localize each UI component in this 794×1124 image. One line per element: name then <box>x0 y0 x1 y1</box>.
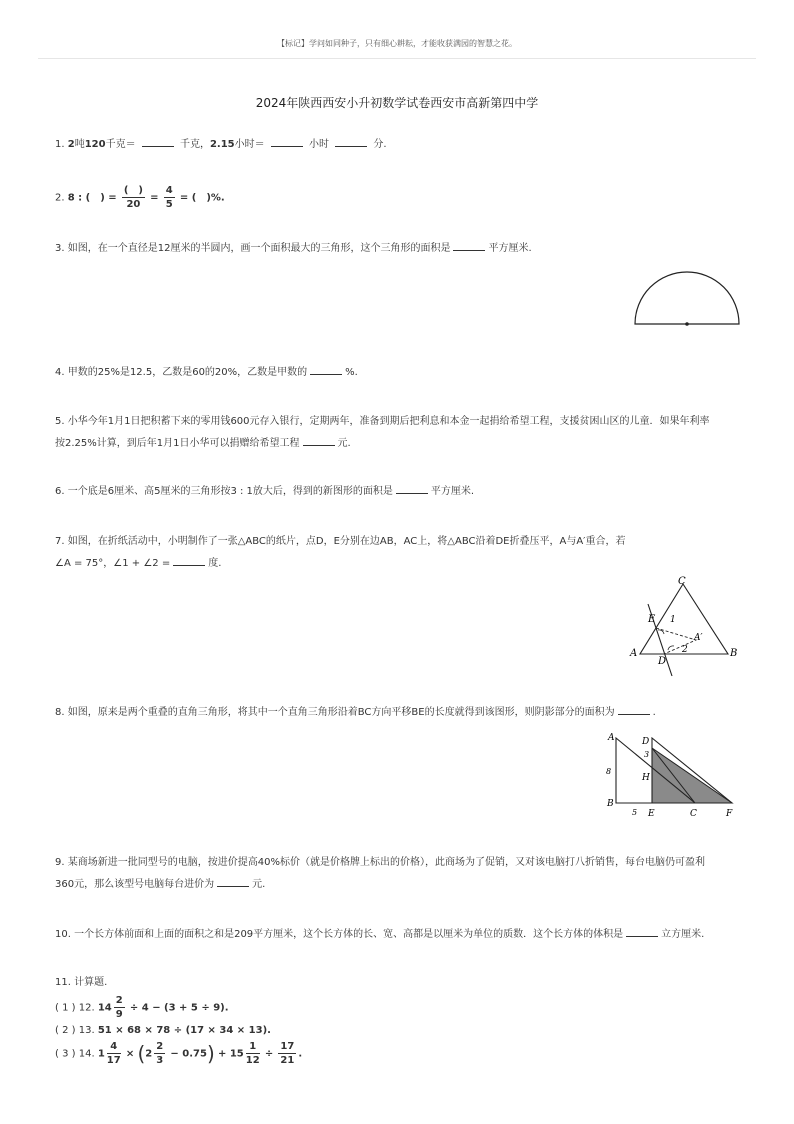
label-8: 8 <box>606 767 612 776</box>
question-2: 2. 8 : ( ) = $\frac{( )}{20}$ = $\frac{4}{5}$ = ( )%. <box>55 185 225 210</box>
fraction: $\frac{2}{9}$ <box>115 995 123 1020</box>
label-3: 3 <box>644 750 650 759</box>
sliding-triangles-figure <box>600 728 740 822</box>
answer-blank[interactable] <box>303 435 335 446</box>
question-9: 9. 某商场新进一批同型号的电脑，按进价提高40%标价（就是价格牌上标出的价格），此商场为了促销，又对该电脑打八折销售，每台电脑仍可盈利 360元，那么该型号电脑每台进价为 元. <box>55 857 705 890</box>
question-5: 5. 小华今年1月1日把积蓄下来的零用钱600元存入银行，定期两年，准备到期后把利息和本金一起捐给希望工程，支援贫困山区的儿童．如果年利率 按2.25%计算，到后年1月1日小华可以捐赠给希望工程 元. <box>55 416 710 449</box>
folded-flap <box>656 628 696 654</box>
question-11-part-3: ( 3 ) 14. 1 $\frac{4}{17}$ × (2 $\frac{2}{3}$ − 0.75) + 15 $\frac{1}{12}$ ÷ $\frac{17}{21}$ . <box>55 1041 303 1066</box>
label-f: F <box>726 809 733 819</box>
fraction: $\frac{4}{17}$ <box>106 1041 121 1066</box>
folded-triangle-figure <box>628 572 746 680</box>
question-11-title: 11. 计算题. <box>55 977 108 988</box>
semicircle-figure <box>630 268 745 330</box>
question-1: 1. 2吨120千克＝ 千克，2.15小时＝ 小时 分. <box>55 134 387 156</box>
question-4: 4. 甲数的25%是12.5，乙数是60的20%，乙数是甲数的 %. <box>55 362 358 384</box>
semicircle-center-point <box>685 322 689 326</box>
answer-blank[interactable] <box>396 483 428 494</box>
question-11-part-1: ( 1 ) 12. 14 $\frac{2}{9}$ ÷ 4 − (3 + 5 ÷ 9). <box>55 995 229 1020</box>
label-b: B <box>607 799 614 809</box>
fraction: $\frac{1}{12}$ <box>245 1041 260 1066</box>
label-d: D <box>658 656 667 667</box>
label-angle-2: 2 <box>682 645 688 655</box>
question-10: 10. 一个长方体前面和上面的面积之和是209平方厘米，这个长方体的长、宽、高都是以厘米为单位的质数．这个长方体的体积是 立方厘米. <box>55 924 704 946</box>
label-d: D <box>642 737 650 747</box>
right-paren: ) <box>206 1041 215 1066</box>
label-e: E <box>648 809 655 819</box>
label-h: H <box>642 773 650 783</box>
answer-blank[interactable] <box>453 240 485 251</box>
fraction: $\frac{17}{21}$ <box>280 1041 295 1066</box>
answer-blank[interactable] <box>335 136 367 147</box>
answer-blank[interactable] <box>618 704 650 715</box>
label-b: B <box>730 648 738 659</box>
question-6: 6. 一个底是6厘米、高5厘米的三角形按3 : 1放大后，得到的新图形的面积是 平方厘米. <box>55 481 474 503</box>
header-divider <box>38 58 756 59</box>
header-note: 【标记】学问如同种子，只有细心耕耘，才能收获满园的智慧之花。 <box>277 39 517 48</box>
answer-blank[interactable] <box>142 136 174 147</box>
label-a: A <box>630 648 638 659</box>
fraction: $\frac{2}{3}$ <box>156 1041 164 1066</box>
fraction: $\frac{( )}{20}$ <box>123 185 143 210</box>
label-e: E <box>648 614 656 625</box>
semicircle-outline <box>635 272 739 324</box>
angle-2-arc <box>668 646 674 650</box>
answer-blank[interactable] <box>310 364 342 375</box>
label-angle-1: 1 <box>670 615 676 625</box>
label-a-prime: A′ <box>694 633 703 643</box>
answer-blank[interactable] <box>217 876 249 887</box>
question-11-part-2: ( 2 ) 13. 51 × 68 × 78 ÷ (17 × 34 × 13). <box>55 1025 271 1036</box>
answer-blank[interactable] <box>271 136 303 147</box>
page-title: 2024年陕西西安小升初数学试卷西安市高新第四中学 <box>255 96 539 110</box>
label-5: 5 <box>632 808 638 817</box>
left-paren: ( <box>137 1041 146 1066</box>
question-3: 3. 如图，在一个直径是12厘米的半圆内，画一个面积最大的三角形，这个三角形的面积是 平方厘米. <box>55 238 532 260</box>
label-c: C <box>690 809 697 819</box>
question-7: 7. 如图，在折纸活动中，小明制作了一张△ABC的纸片，点D，E分别在边AB，AC上，将△ABC沿着DE折叠压平，A与A′重合，若 ∠A = 75°，∠1 + ∠2 = 度. <box>55 536 626 569</box>
fraction: $\frac{4}{5}$ <box>165 185 173 210</box>
answer-blank[interactable] <box>626 926 658 937</box>
label-c: C <box>678 576 686 587</box>
answer-blank[interactable] <box>173 555 205 566</box>
label-a: A <box>608 733 615 743</box>
question-8: 8. 如图，原来是两个重叠的直角三角形，将其中一个直角三角形沿着BC方向平移BE的长度就得到该图形，则阴影部分的面积为 . <box>55 702 656 724</box>
